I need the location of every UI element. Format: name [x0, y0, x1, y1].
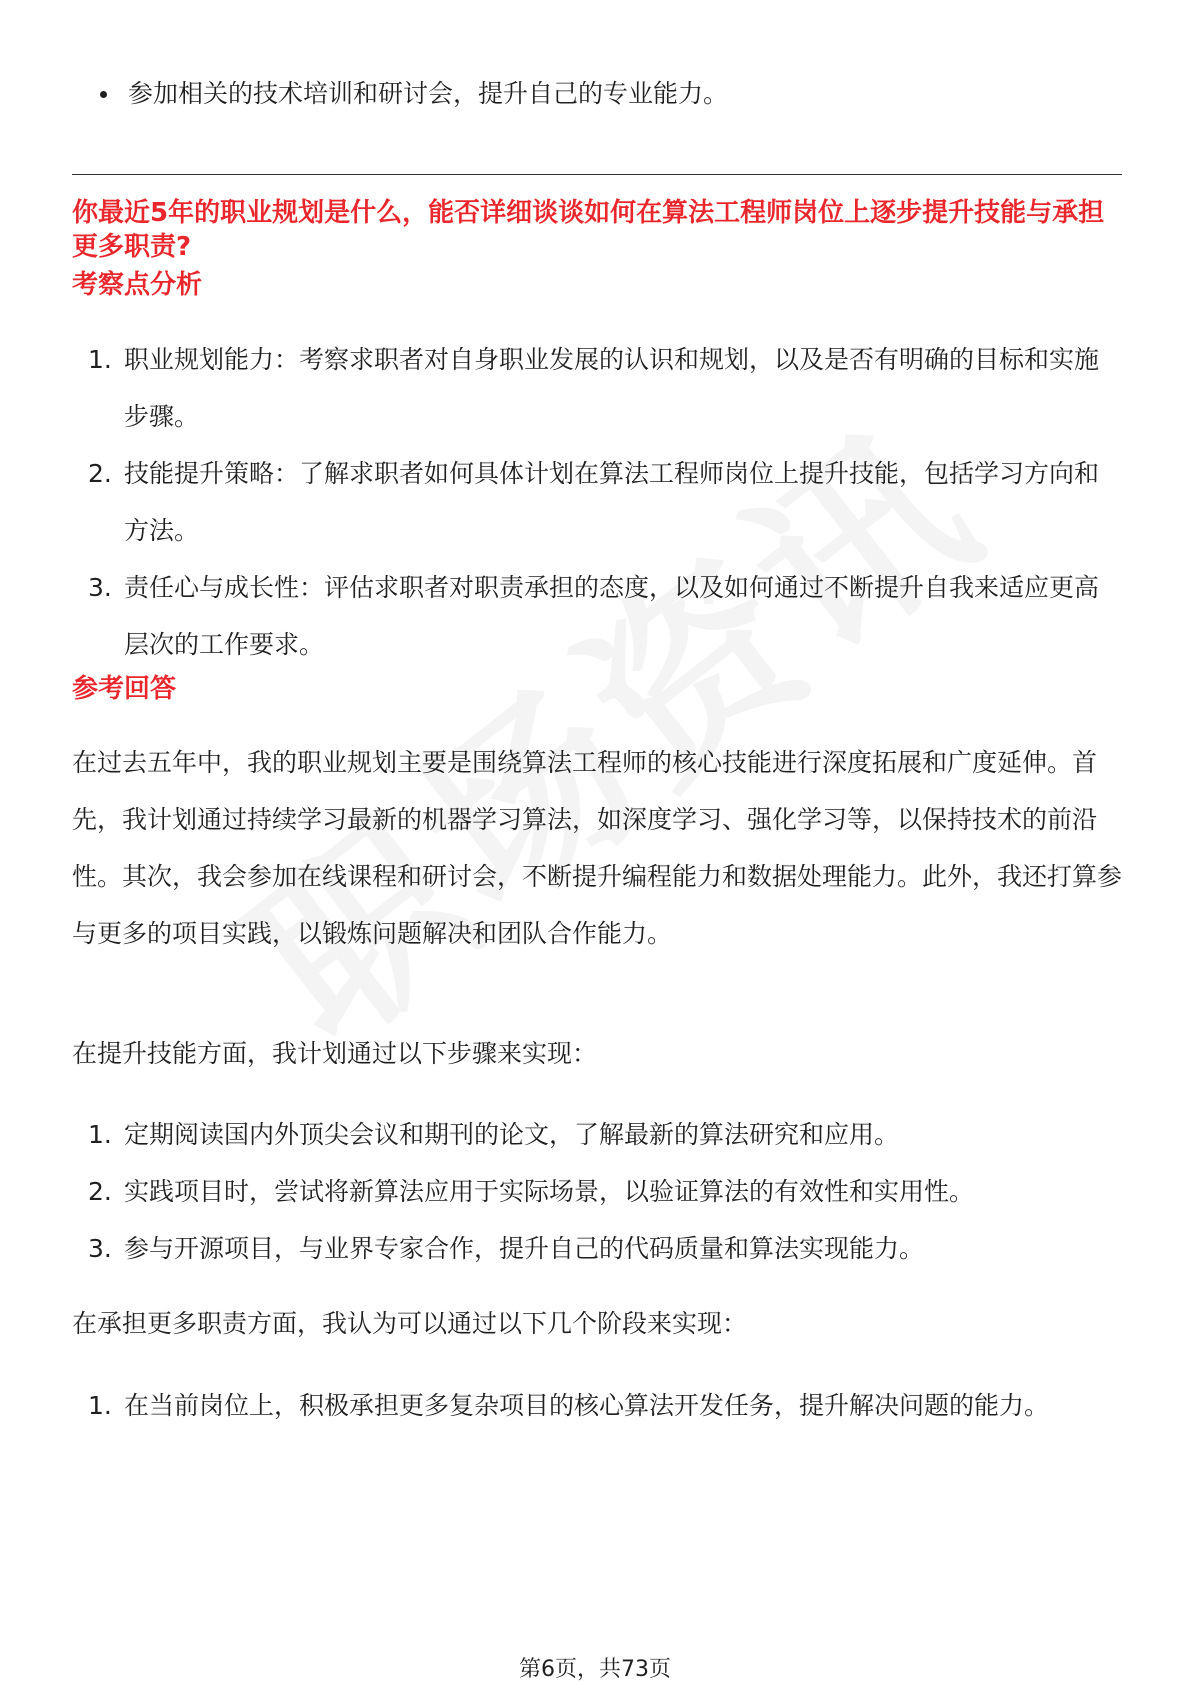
- list-number: 1.: [88, 1391, 112, 1420]
- list-item: [72, 445, 1122, 559]
- list-text: 定期阅读国内外顶尖会议和期刊的论文，了解最新的算法研究和应用。: [124, 1120, 900, 1149]
- page-footer: 第6页，共73页: [519, 1657, 671, 1682]
- answer-title: 参考回答: [72, 674, 177, 704]
- answer-paragraph-1: 在过去五年中，我的职业规划主要是围绕算法工程师的核心技能进行深度拓展和广度延伸。首先，我计划通过持续学习最新的机器学习算法，如深度学习、强化学习等，以保持技术的前沿性。其次，我会参加在线课程和研讨会，不断提升编程能力和数据处理能力。此外，我还打算参与更多的项目实践，以锻炼问题解决和团队合作能力。: [72, 748, 1123, 948]
- document-page: [72, 0, 1122, 1684]
- list-text: 参与开源项目，与业界专家合作，提升自己的代码质量和算法实现能力。: [124, 1234, 925, 1263]
- list-number: 3.: [88, 1234, 112, 1263]
- list-item: [72, 1220, 1122, 1277]
- skills-list: [72, 1106, 1122, 1277]
- list-item: [72, 1163, 1122, 1220]
- analysis-list: [72, 331, 1122, 673]
- top-bullet-item: 参加相关的技术培训和研讨会，提升自己的专业能力。: [100, 74, 728, 114]
- analysis-title: 考察点分析: [72, 270, 203, 300]
- list-number: 1.: [88, 1120, 112, 1149]
- answer-paragraph-2: 在提升技能方面，我计划通过以下步骤来实现：: [72, 1039, 598, 1068]
- list-number: 2.: [88, 459, 112, 488]
- list-item: [72, 1377, 1122, 1434]
- section-divider: [72, 174, 1122, 175]
- list-number: 2.: [88, 1177, 112, 1206]
- list-text: 责任心与成长性：评估求职者对职责承担的态度，以及如何通过不断提升自我来适应更高层次的工作要求。: [124, 573, 1100, 659]
- list-item: [72, 559, 1122, 673]
- list-item: [72, 1106, 1122, 1163]
- list-number: 3.: [88, 573, 112, 602]
- duties-list: [72, 1377, 1122, 1434]
- answer-paragraph-3: 在承担更多职责方面，我认为可以通过以下几个阶段来实现：: [72, 1309, 748, 1338]
- list-text: 在当前岗位上，积极承担更多复杂项目的核心算法开发任务，提升解决问题的能力。: [124, 1391, 1050, 1420]
- list-text: 职业规划能力：考察求职者对自身职业发展的认识和规划，以及是否有明确的目标和实施步骤。: [124, 345, 1100, 431]
- list-text: 实践项目时，尝试将新算法应用于实际场景，以验证算法的有效性和实用性。: [124, 1177, 975, 1206]
- list-number: 1.: [88, 345, 112, 374]
- list-text: 技能提升策略：了解求职者如何具体计划在算法工程师岗位上提升技能，包括学习方向和方法。: [124, 459, 1100, 545]
- list-item: [72, 331, 1122, 445]
- interview-question: 你最近5年的职业规划是什么，能否详细谈谈如何在算法工程师岗位上逐步提升技能与承担更多职责?: [72, 198, 1105, 262]
